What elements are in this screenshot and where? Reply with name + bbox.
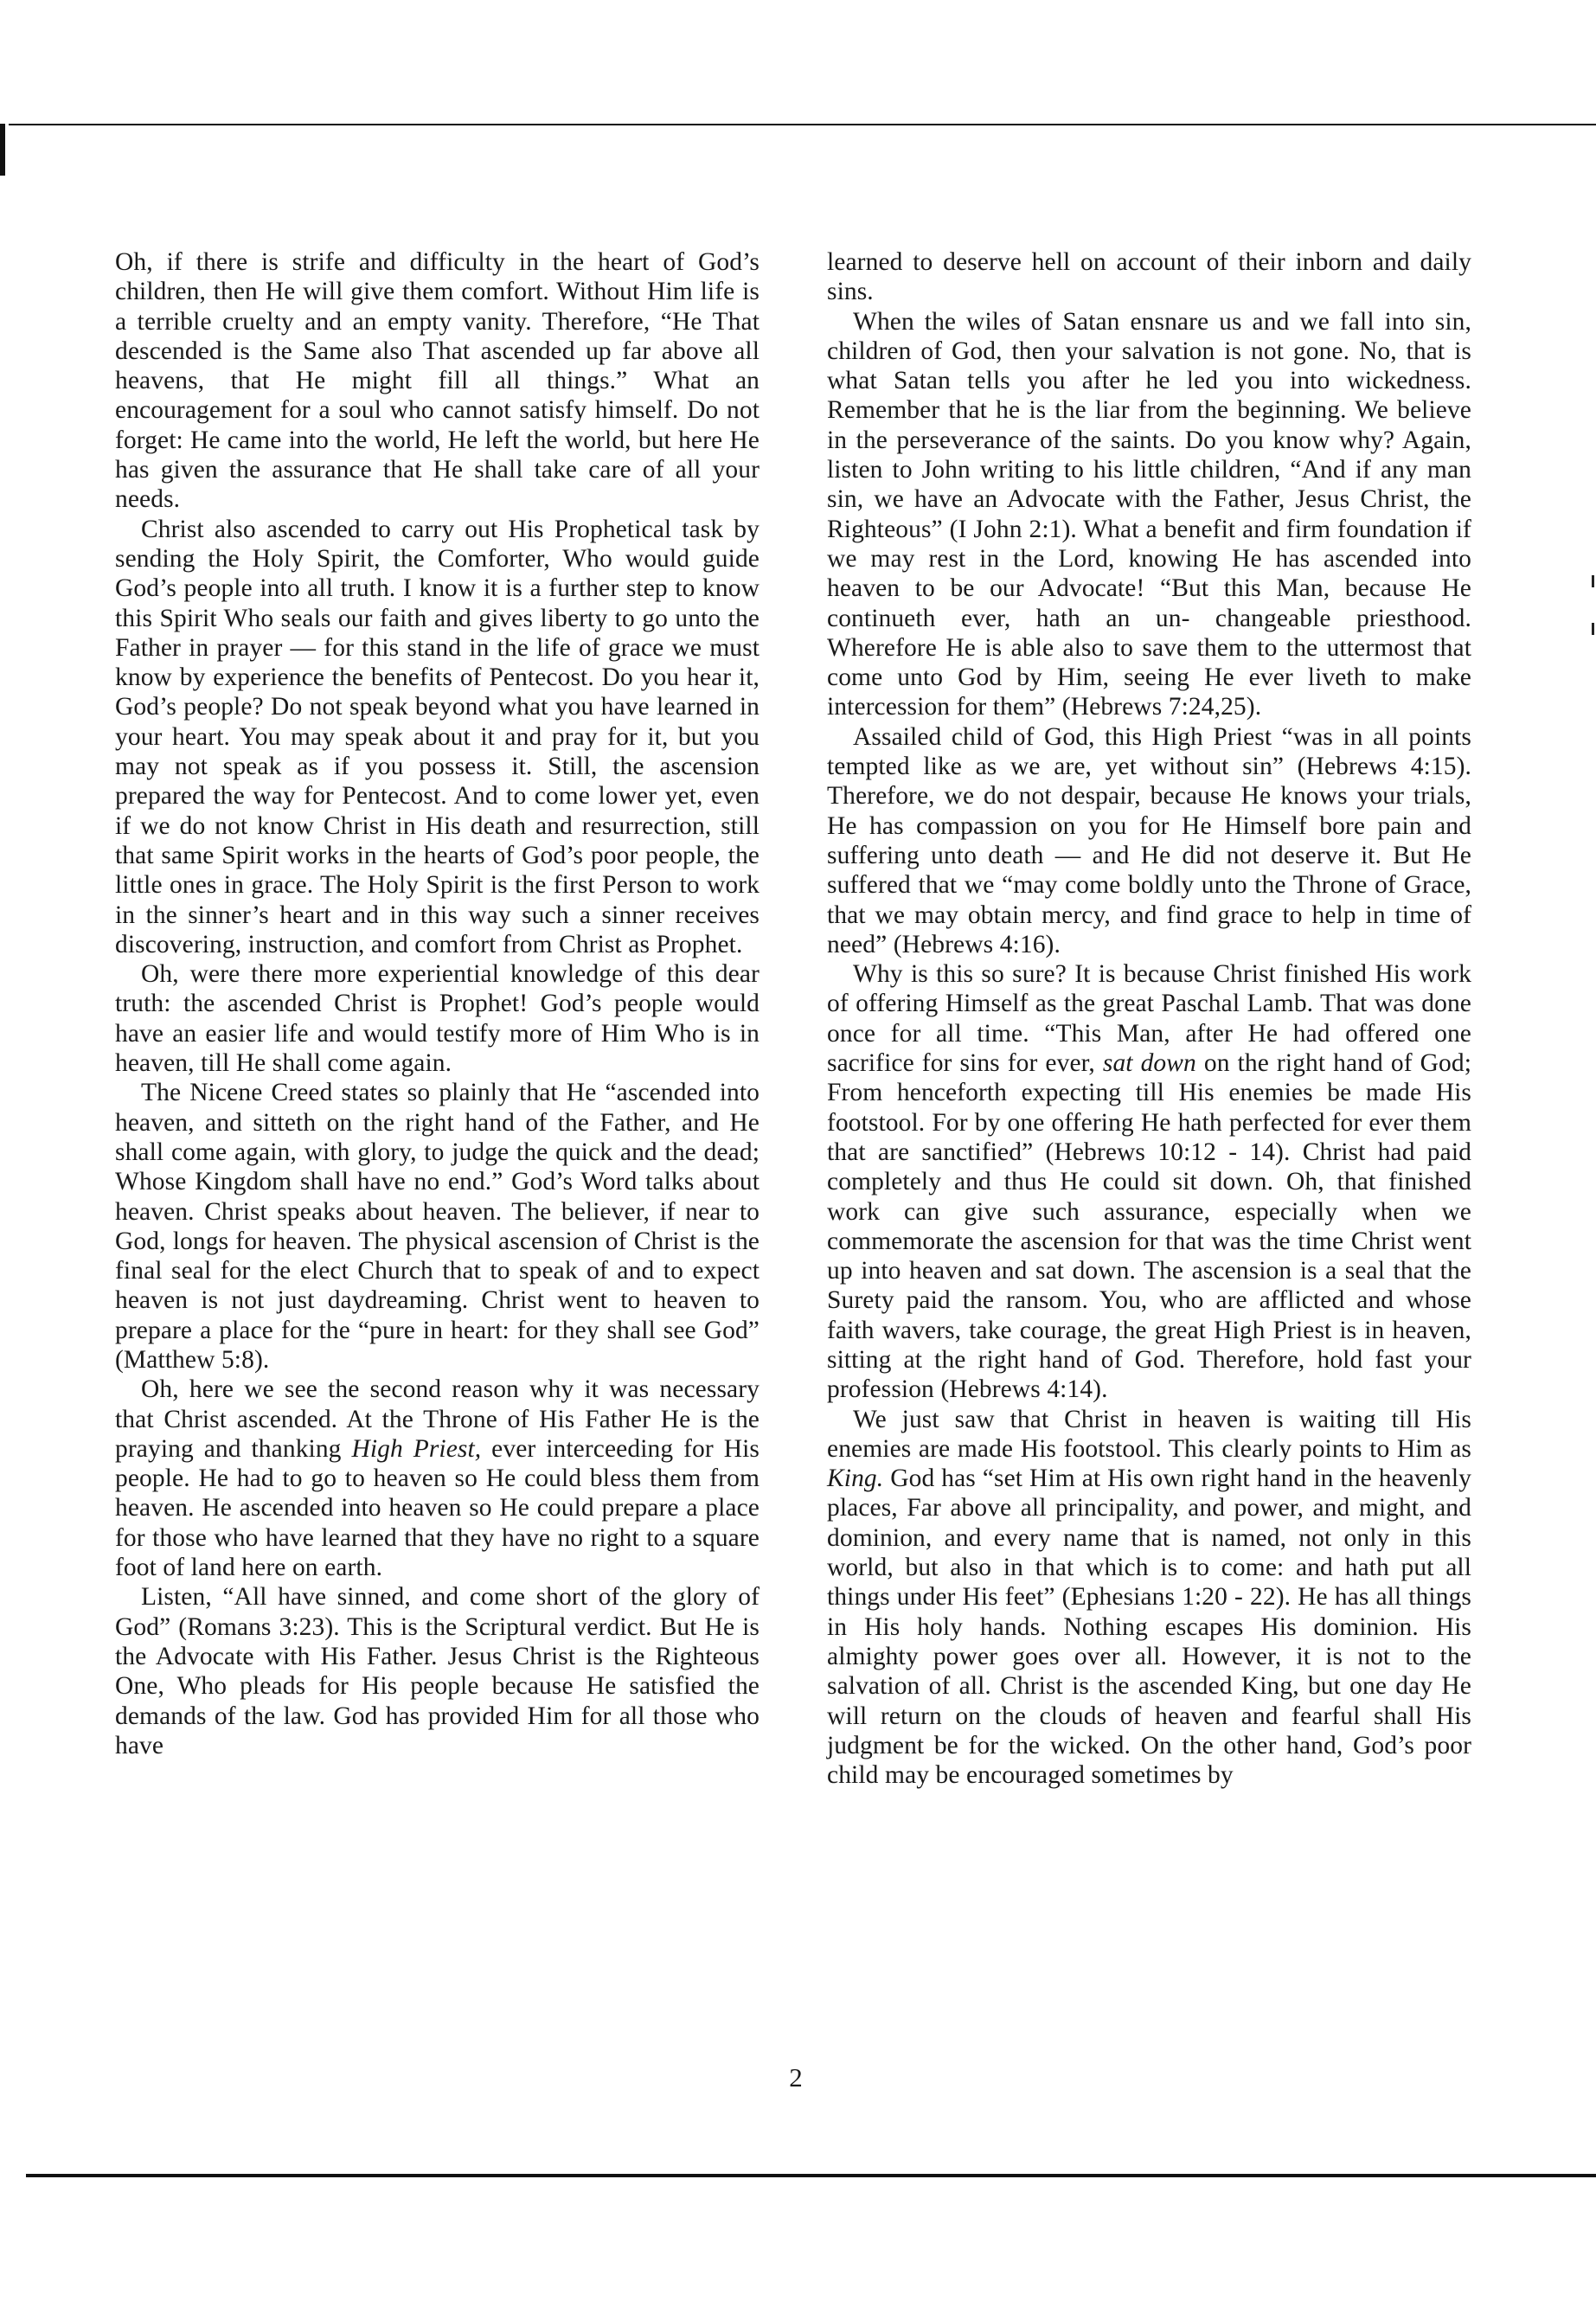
emphasis-text: High Priest,	[351, 1434, 482, 1463]
page-number: 2	[789, 2062, 803, 2093]
emphasis-text: sat down	[1102, 1049, 1196, 1078]
left-edge-mark	[0, 124, 5, 176]
paragraph-text: Oh, here we see the second reason why it was necessary that Christ ascended. At the Throne of His Father He is the praying and thanking	[115, 1375, 760, 1463]
paragraph	[827, 959, 1471, 1404]
paragraph: Assailed child of God, this High Priest “was in all points tempted like as we are, yet without sin” (Hebrews 4:15). Therefore, we do not despair, because He knows your trials, He has compassion on you for He Himself bore pain and suffering unto death — and He did not deserve it. But He suffered that we “may come boldly unto the Throne of Grace, that we may obtain mercy, and find grace to help in time of need” (Hebrews 4:16).	[827, 722, 1471, 958]
paragraph: When the wiles of Satan ensnare us and we fall into sin, children of God, then your salvation is not gone. No, that is what Satan tells you after he led you into wickedness. Remember that he is the liar from the beginning. We believe in the perseverance of the saints. Do you know why? Again, listen to John writing to his little children, “And if any man sin, we have an Advocate with the Father, Jesus Christ, the Righteous” (I John 2:1). What a benefit and firm foundation if we may rest in the Lord, knowing He has ascended into heaven to be our Advocate! “But this Man, because He continueth ever, hath an un- changeable priesthood. Wherefore He is able also to save them to the uttermost that come unto God by Him, seeing He ever liveth to make intercession for them” (Hebrews 7:24,25).	[827, 307, 1471, 721]
margin-tick-mark	[1592, 575, 1594, 587]
paragraph-text: ever interceeding for His people. He had to go to heaven so He could bless them from heaven. He ascended into heaven so He could prepare a place for those who have learned that they have no right to a square foot of land here on earth.	[115, 1434, 760, 1582]
paragraph: Oh, were there more experiential knowledge of this dear truth: the ascended Christ is Prophet! God’s people would have an easier life and would testify more of Him Who is in heaven, till He shall come again.	[115, 960, 760, 1078]
paragraph-text: God has “set Him at His own right hand in the heavenly places, Far above all principality, and power, and might, and dominion, and every name that is named, not only in this world, but also in that which is to come: and hath put all things under His feet” (Ephesians 1:20 - 22). He has all things in His holy hands. Nothing escapes His dominion. His almighty power goes over all. However, it is not to the salvation of all. Christ is the ascended King, but one day He will return on the clouds of heaven and fearful shall His judgment be for the wicked. On the other hand, God’s poor child may be encouraged sometimes by	[827, 1465, 1471, 1790]
paragraph	[827, 1405, 1471, 1791]
paragraph: The Nicene Creed states so plainly that He “ascended into heaven, and sitteth on the right hand of the Father, and He shall come again, with glory, to judge the quick and the dead; Whose Kingdom shall have no end.” God’s Word talks about heaven. Christ speaks about heaven. The believer, if near to God, longs for heaven. The physical ascension of Christ is the final seal for the elect Church that to speak of and to expect heaven is not just daydreaming. Christ went to heaven to prepare a place for the “pure in heart: for they shall see God” (Matthew 5:8).	[115, 1079, 760, 1374]
top-border-rule	[9, 124, 1596, 125]
paragraph: learned to deserve hell on account of their inborn and daily sins.	[827, 248, 1471, 306]
margin-tick-mark	[1592, 623, 1594, 635]
paragraph-text: We just saw that Christ in heaven is waiting till His enemies are made His footstool. This clearly points to Him as	[827, 1405, 1471, 1463]
emphasis-text: King.	[827, 1465, 884, 1493]
paragraph-text: Why is this so sure? It is because Christ finished His work of offering Himself as the great Paschal Lamb. That was done once for all time. “This Man, after He had offered one sacrifice for sins for ever,	[827, 960, 1471, 1078]
paragraph: Christ also ascended to carry out His Prophetical task by sending the Holy Spirit, the Comforter, Who would guide God’s people into all truth. I know it is a further step to know this Spirit Who seals our faith and gives liberty to go unto the Father in prayer — for this stand in the life of grace we must know by experience the benefits of Pentecost. Do you hear it, God’s people? Do not speak beyond what you have learned in your heart. You may speak about it and pray for it, but you may not speak as if you possess it. Still, the ascension prepared the way for Pentecost. And to come lower yet, even if we do not know Christ in His death and resurrection, still that same Spirit works in the hearts of God’s poor people, the little ones in grace. The Holy Spirit is the first Person to work in the sinner’s heart and in this way such a sinner receives discovering, instruction, and comfort from Christ as Prophet.	[115, 515, 760, 958]
right-text-column	[827, 247, 1471, 1790]
bottom-border-rule	[26, 2174, 1596, 2177]
paragraph: Listen, “All have sinned, and come short of the glory of God” (Romans 3:23). This is the Scriptural verdict. But He is the Advocate with His Father. Jesus Christ is the Righteous One, Who pleads for His people because He satisfied the demands of the law. God has provided Him for all those who have	[115, 1583, 760, 1759]
left-text-column	[115, 247, 760, 1760]
paragraph: Oh, if there is strife and difficulty in the heart of God’s children, then He will give them comfort. Without Him life is a terrible cruelty and an empty vanity. Therefore, “He That descended is the Same also That ascended up far above all heavens, that He might fill all things.” What an encouragement for a soul who cannot satisfy himself. Do not forget: He came into the world, He left the world, but here He has given the assurance that He shall take care of all your needs.	[115, 248, 760, 514]
paragraph	[115, 1375, 760, 1582]
paragraph-text: on the right hand of God; From henceforth expecting till His enemies be made His footstool. For by one offering He hath perfected for ever them that are sanctified” (Hebrews 10:12 - 14). Christ had paid completely and thus He could sit down. Oh, that finished work can give such assurance, especially when we commemorate the ascension for that was the time Christ went up into heaven and sat down. The ascension is a seal that the Surety paid the ransom. You, who are afflicted and whose faith wavers, take courage, the great High Priest is in heaven, sitting at the right hand of God. Therefore, hold fast your profession (Hebrews 4:14).	[827, 1049, 1471, 1404]
